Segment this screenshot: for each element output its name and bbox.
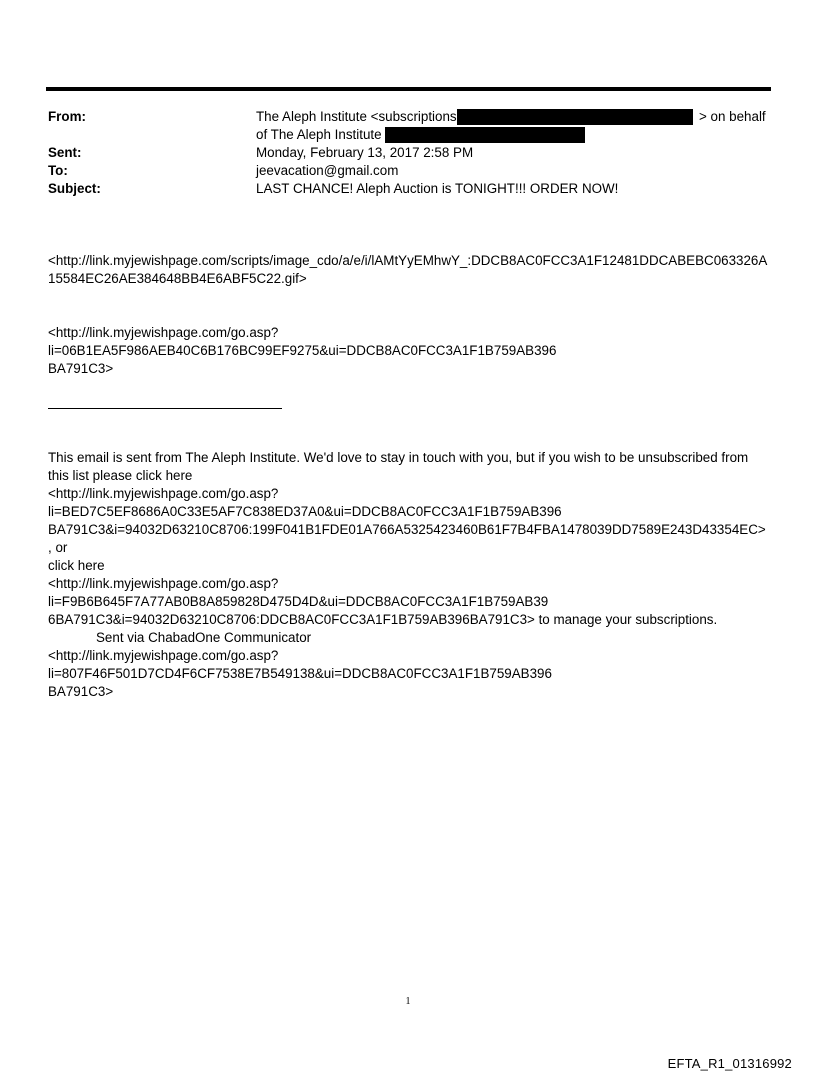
from-line1	[256, 108, 770, 126]
from-behalf-name: of The Aleph Institute	[256, 127, 382, 142]
auction-link[interactable]	[48, 324, 772, 378]
redaction-block	[385, 127, 585, 143]
image-link[interactable]	[48, 252, 772, 288]
image-link-line2: 15584EC26AE384648BB4E6ABF5C22.gif>	[48, 271, 307, 286]
sent-label: Sent:	[48, 145, 82, 160]
from-value	[256, 108, 770, 144]
manage-link-line1[interactable]: <http://link.myjewishpage.com/go.asp?li=F9B6B645F7A77AB0B8A859828D475D4D&ui=DDCB8AC0FCC3A1F1B759AB39	[48, 576, 549, 609]
unsubscribe-link-line2[interactable]: BA791C3&i=94032D63210C8706:199F041B1FDE01A766A5325423460B61F7B4FBA1478039DD7589E243D43354EC> , or	[48, 522, 766, 555]
top-rule	[46, 87, 771, 91]
auction-link-line1: <http://link.myjewishpage.com/go.asp?li=06B1EA5F986AEB40C6B176BC99EF9275&ui=DDCB8AC0FCC3A1F1B759AB396	[48, 325, 557, 358]
from-sender: The Aleph Institute <subscriptions	[256, 109, 457, 124]
subject-label: Subject:	[48, 181, 101, 196]
separator-rule	[48, 408, 282, 409]
document-id: EFTA_R1_01316992	[667, 1056, 792, 1071]
footer-block	[48, 449, 772, 701]
from-label: From:	[48, 109, 86, 124]
from-row	[48, 108, 770, 144]
subject-value: LAST CHANCE! Aleph Auction is TONIGHT!!! ORDER NOW!	[256, 181, 619, 196]
footer-line: this list please click here	[48, 468, 193, 483]
from-behalf: > on behalf	[699, 109, 766, 124]
from-line2	[256, 126, 770, 144]
to-row	[48, 162, 770, 180]
email-header	[48, 108, 770, 198]
sent-row	[48, 144, 770, 162]
communicator-link-line1[interactable]: <http://link.myjewishpage.com/go.asp?li=807F46F501D7CD4F6CF7538E7B549138&ui=DDCB8AC0FCC3A1F1B759AB396	[48, 648, 552, 681]
sent-value: Monday, February 13, 2017 2:58 PM	[256, 145, 474, 160]
auction-link-line2: BA791C3>	[48, 361, 114, 376]
to-value: jeevacation@gmail.com	[256, 163, 399, 178]
unsubscribe-link-line1[interactable]: <http://link.myjewishpage.com/go.asp?li=BED7C5EF8686A0C33E5AF7C838ED37A0&ui=DDCB8AC0FCC3A1F1B759AB396	[48, 486, 562, 519]
redaction-block	[457, 109, 693, 125]
manage-link-line2[interactable]: 6BA791C3&i=94032D63210C8706:DDCB8AC0FCC3A1F1B759AB396BA791C3> to manage your subscriptions.	[48, 612, 718, 627]
sent-via-text: Sent via ChabadOne Communicator	[96, 630, 312, 645]
footer-line: This email is sent from The Aleph Institute. We'd love to stay in touch with you, but if you wish to be unsubscribed from	[48, 450, 749, 465]
page-number: 1	[405, 996, 411, 1007]
image-link-line1: <http://link.myjewishpage.com/scripts/image_cdo/a/e/i/lAMtYyEMhwY_:DDCB8AC0FCC3A1F12481DDCABEBC063326A	[48, 253, 768, 268]
subject-row	[48, 180, 770, 198]
footer-line: click here	[48, 558, 105, 573]
to-label: To:	[48, 163, 68, 178]
communicator-link-line2[interactable]: BA791C3>	[48, 684, 114, 699]
